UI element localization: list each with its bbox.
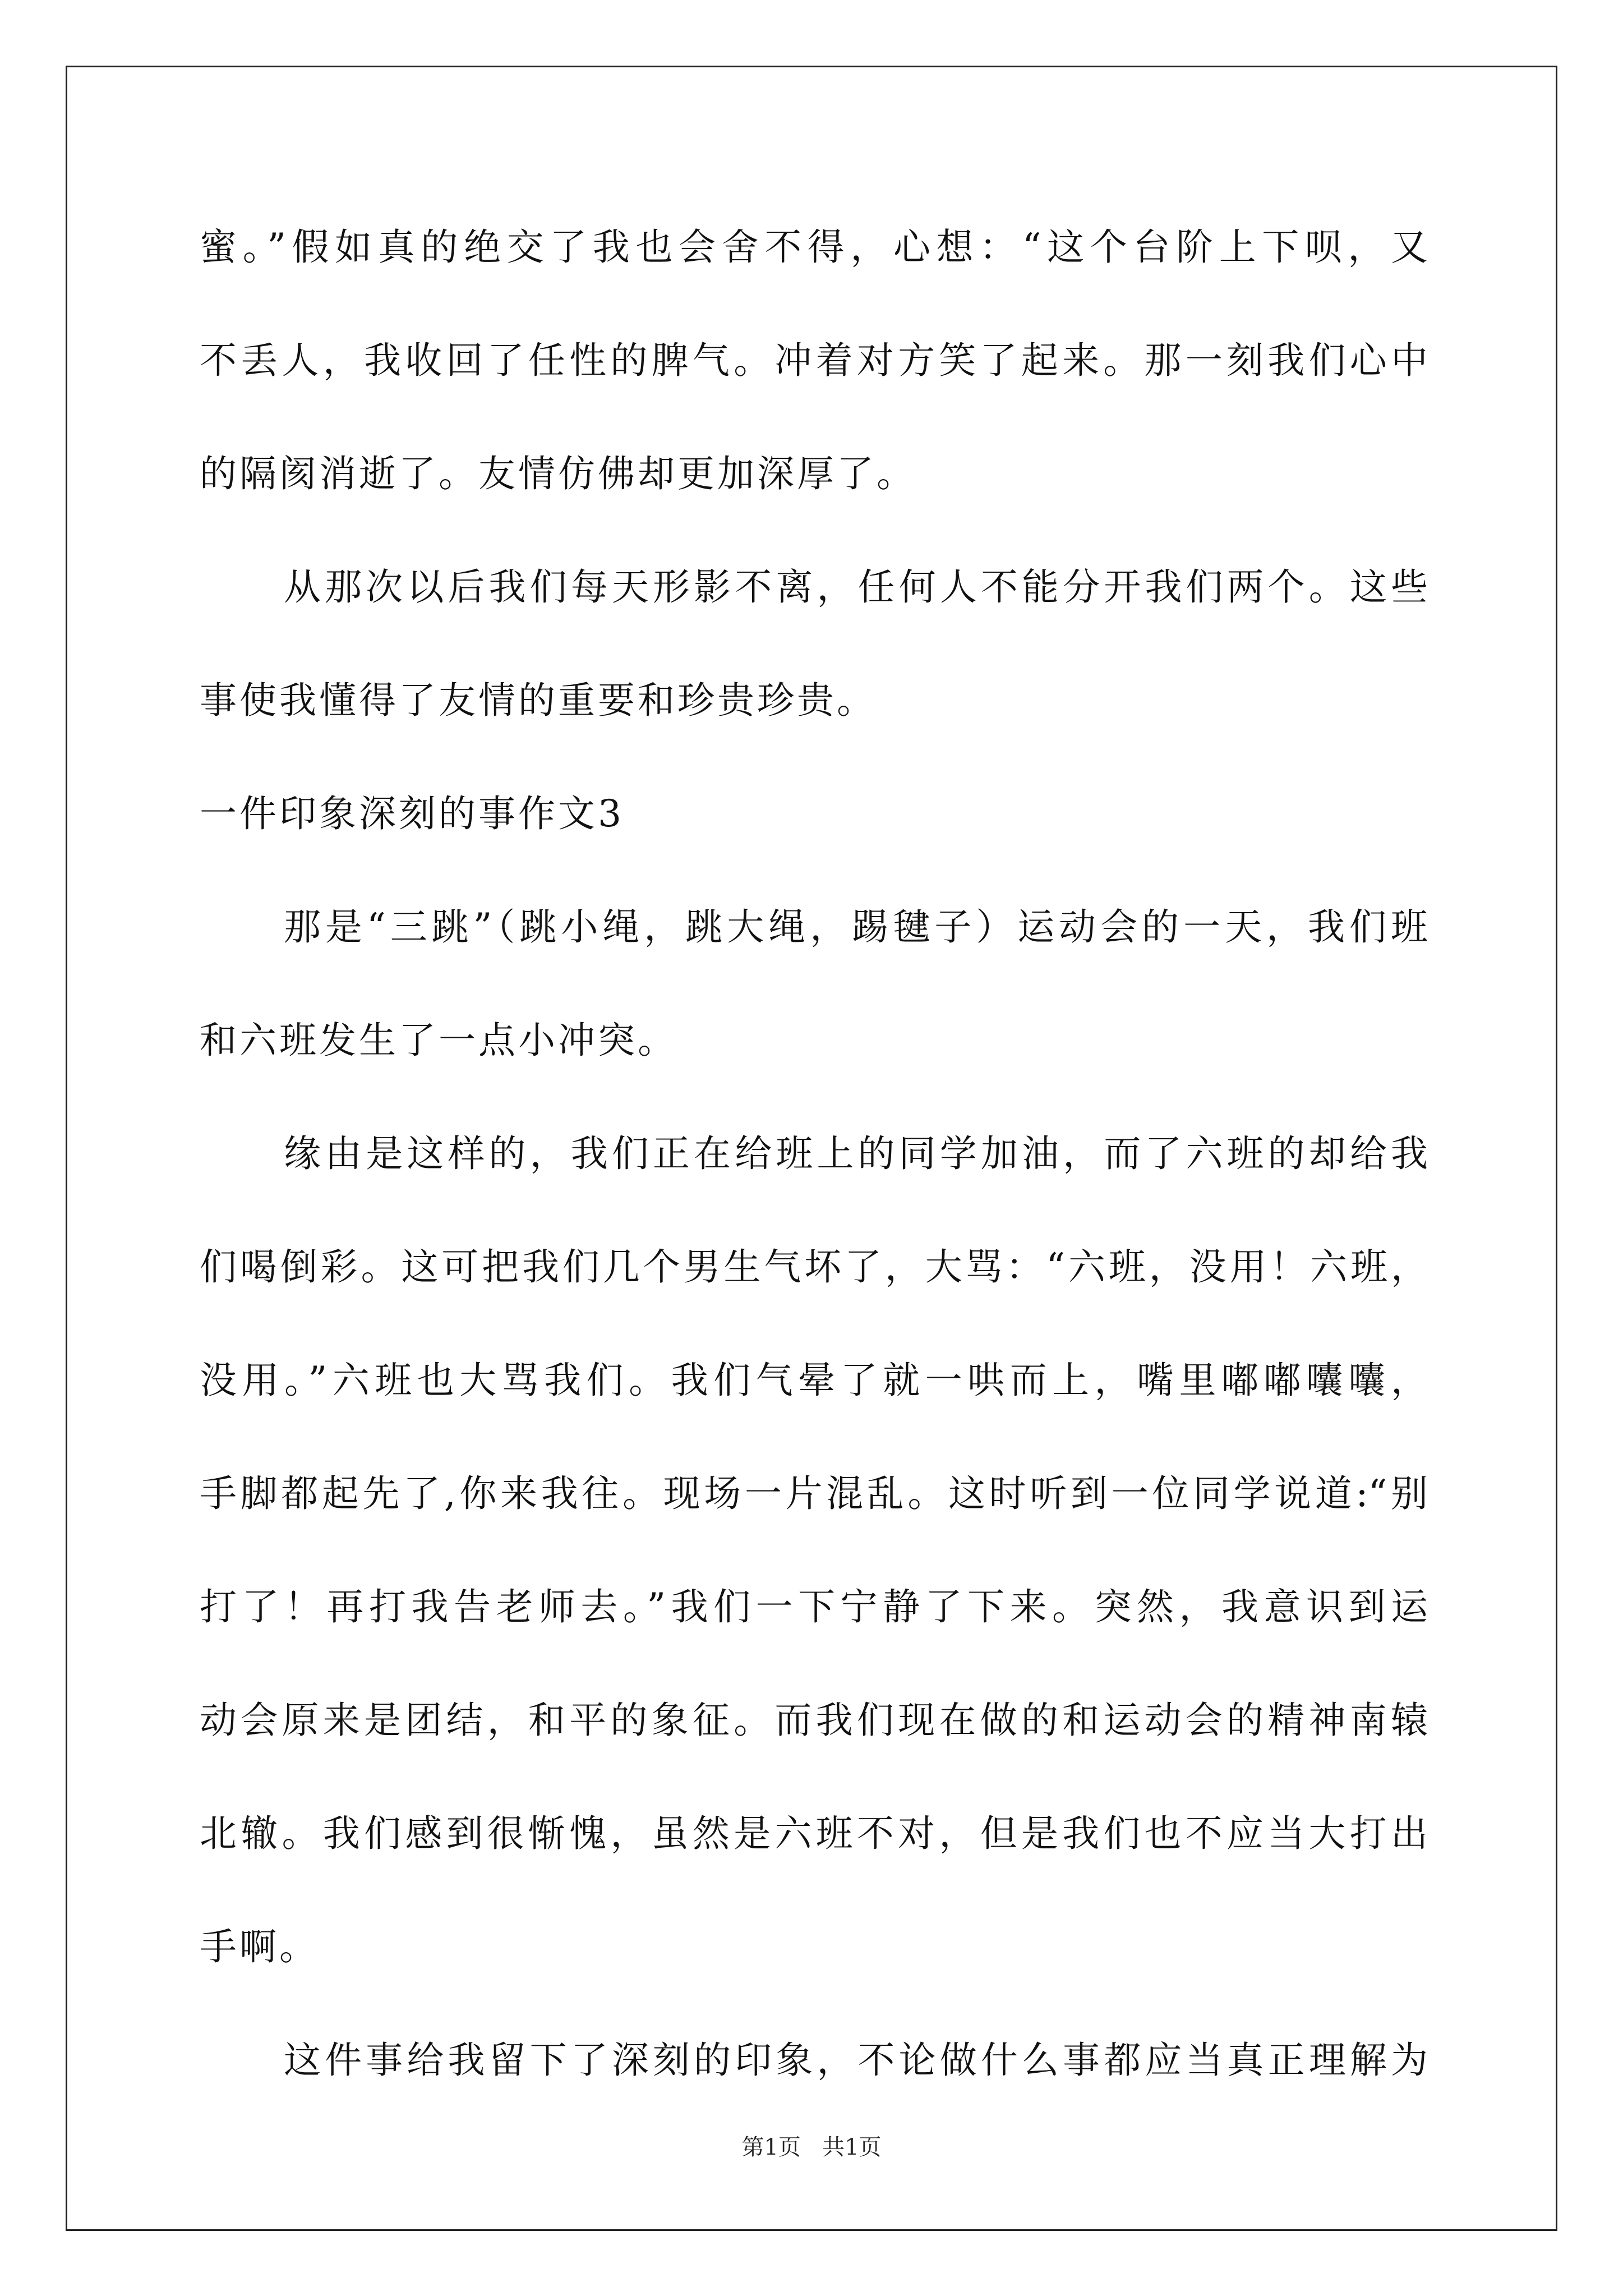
paragraph-3-line-2: 和六班发生了一点小冲突。 <box>200 1019 677 1062</box>
section-heading: 一件印象深刻的事作文3 <box>200 792 624 835</box>
page-total: 共1页 <box>822 2134 882 2160</box>
paragraph-3-line-1: 那是“三跳”（跳小绳，跳大绳，踢毽子）运动会的一天，我们班 <box>284 905 1428 949</box>
page-number: 第1页 <box>741 2134 801 2160</box>
paragraph-4-line-8: 手啊。 <box>200 1925 319 1968</box>
paragraph-4-line-6: 动会原来是团结，和平的象征。而我们现在做的和运动会的精神南辕 <box>200 1699 1428 1742</box>
paragraph-4-line-4: 手脚都起先了,你来我往。现场一片混乱。这时听到一位同学说道:“别 <box>200 1472 1428 1515</box>
paragraph-4-line-3: 没用。”六班也大骂我们。我们气晕了就一哄而上，嘴里嘟嘟囔囔， <box>200 1359 1428 1402</box>
paragraph-1-line-2: 不丢人，我收回了任性的脾气。冲着对方笑了起来。那一刻我们心中 <box>200 339 1428 382</box>
paragraph-4-line-7: 北辙。我们感到很惭愧，虽然是六班不对，但是我们也不应当大打出 <box>200 1812 1428 1855</box>
paragraph-5-line-1: 这件事给我留下了深刻的印象，不论做什么事都应当真正理解为 <box>284 2039 1428 2082</box>
paragraph-2-line-1: 从那次以后我们每天形影不离，任何人不能分开我们两个。这些 <box>284 565 1428 609</box>
paragraph-4-line-2: 们喝倒彩。这可把我们几个男生气坏了，大骂：“六班，没用！六班， <box>200 1245 1428 1289</box>
paragraph-1-line-3: 的隔阂消逝了。友情仿佛却更加深厚了。 <box>200 452 916 495</box>
paragraph-4-line-5: 打了！再打我告老师去。”我们一下宁静了下来。突然，我意识到运 <box>200 1585 1428 1628</box>
paragraph-1-line-1: 蜜。”假如真的绝交了我也会舍不得，心想：“这个台阶上下呗，又 <box>200 226 1428 269</box>
paragraph-2-line-2: 事使我懂得了友情的重要和珍贵珍贵。 <box>200 679 877 722</box>
paragraph-4-line-1: 缘由是这样的，我们正在给班上的同学加油，而了六班的却给我 <box>284 1132 1428 1175</box>
page-footer <box>0 2131 1623 2164</box>
